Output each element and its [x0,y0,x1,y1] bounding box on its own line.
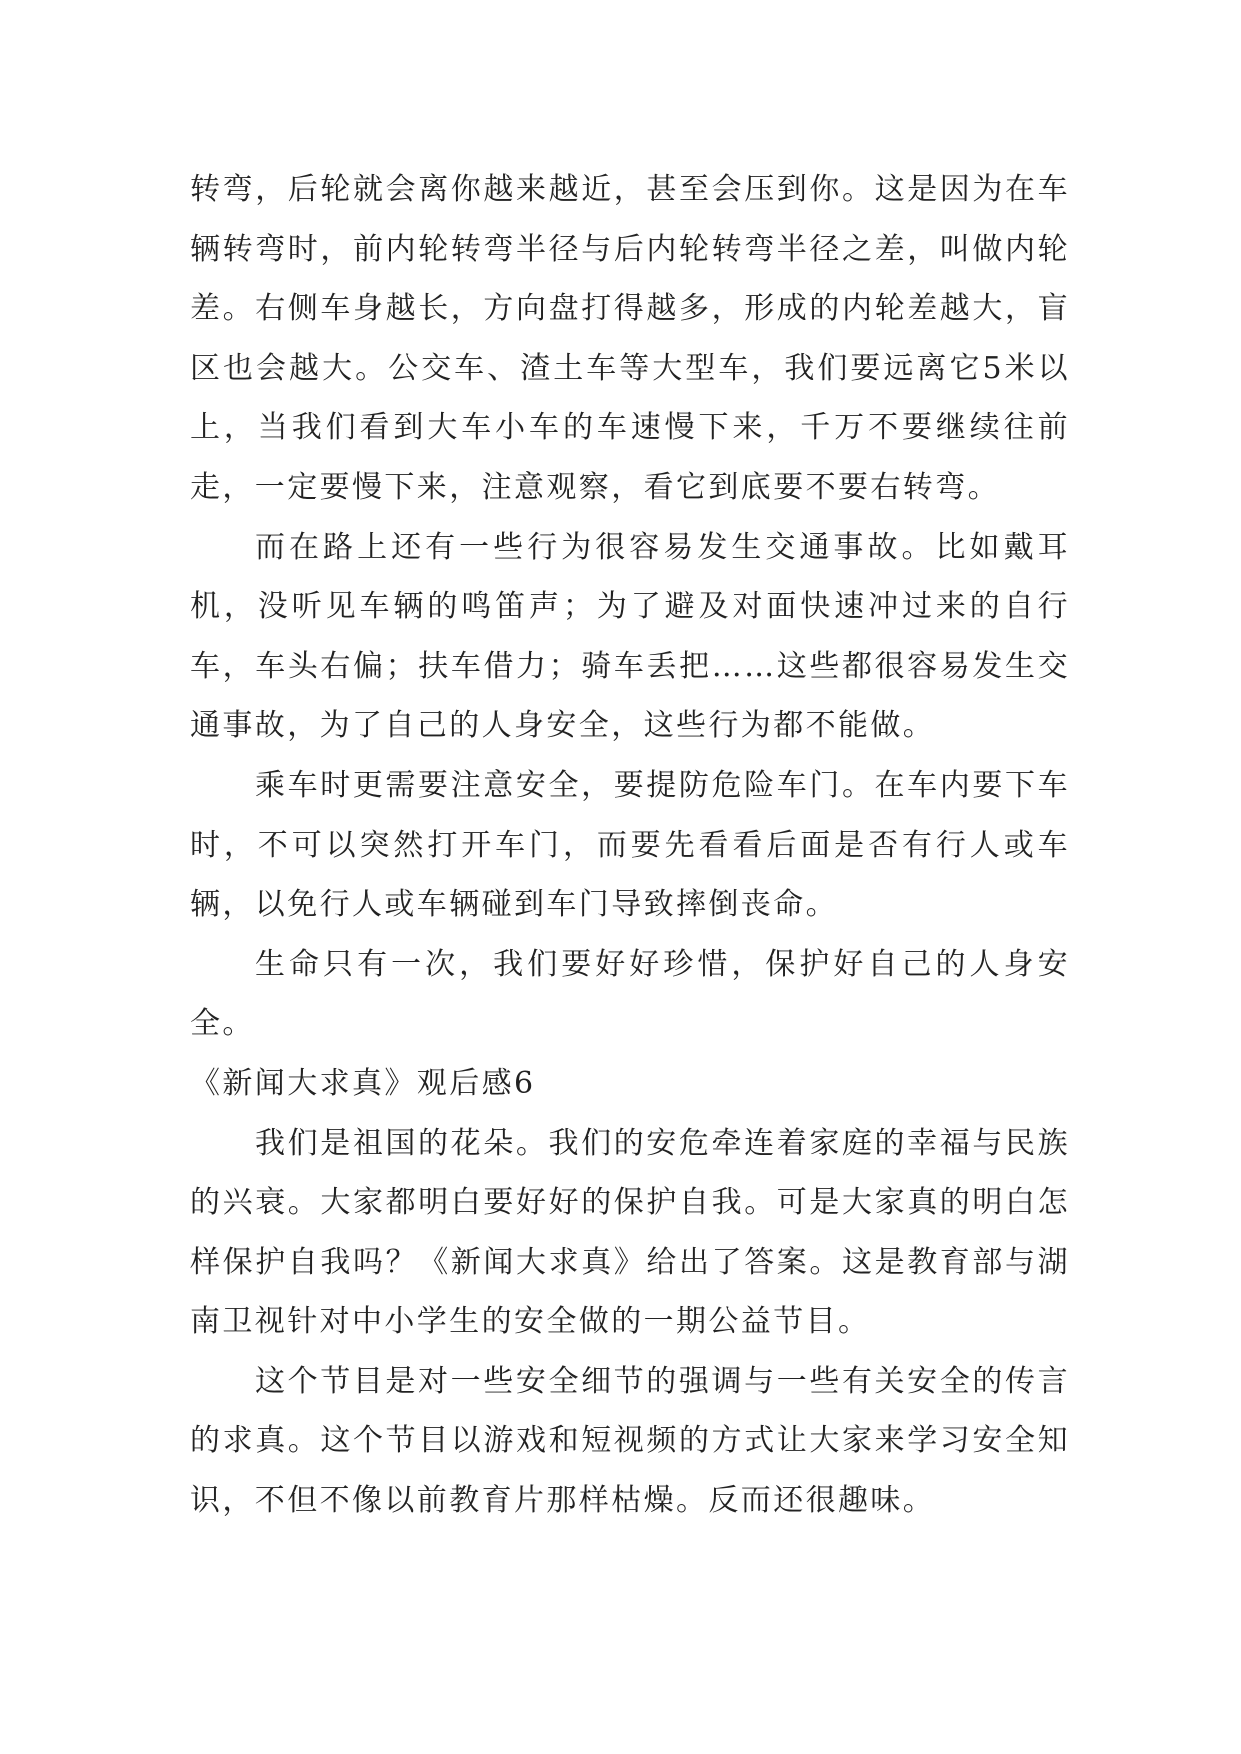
paragraph: 我们是祖国的花朵。我们的安危牵连着家庭的幸福与民族的兴衰。大家都明白要好好的保护自我。可是大家真的明白怎样保护自我吗？《新闻大求真》给出了答案。这是教育部与湖南卫视针对中小学生的安全做的一期公益节目。 [190,1125,1070,1340]
paragraph: 转弯，后轮就会离你越来越近，甚至会压到你。这是因为在车辆转弯时，前内轮转弯半径与后内轮转弯半径之差，叫做内轮差。右侧车身越长，方向盘打得越多，形成的内轮差越大，盲区也会越大。公交车、渣土车等大型车，我们要远离它5米以上，当我们看到大车小车的车速慢下来，千万不要继续往前走，一定要慢下来，注意观察，看它到底要不要右转弯。 [190,172,1070,505]
paragraph: 生命只有一次，我们要好好珍惜，保护好自己的人身安全。 [190,946,1070,1042]
section-heading: 《新闻大求真》观后感6 [190,1065,536,1101]
paragraph: 乘车时更需要注意安全，要提防危险车门。在车内要下车时，不可以突然打开车门，而要先看看后面是否有行人或车辆，以免行人或车辆碰到车门导致摔倒丧命。 [190,767,1070,923]
document-body [190,160,1070,1531]
paragraph: 这个节目是对一些安全细节的强调与一些有关安全的传言的求真。这个节目以游戏和短视频的方式让大家来学习安全知识，不但不像以前教育片那样枯燥。反而还很趣味。 [190,1363,1070,1519]
paragraph: 而在路上还有一些行为很容易发生交通事故。比如戴耳机，没听见车辆的鸣笛声；为了避及对面快速冲过来的自行车，车头右偏；扶车借力；骑车丢把……这些都很容易发生交通事故，为了自己的人身安全，这些行为都不能做。 [190,529,1070,744]
